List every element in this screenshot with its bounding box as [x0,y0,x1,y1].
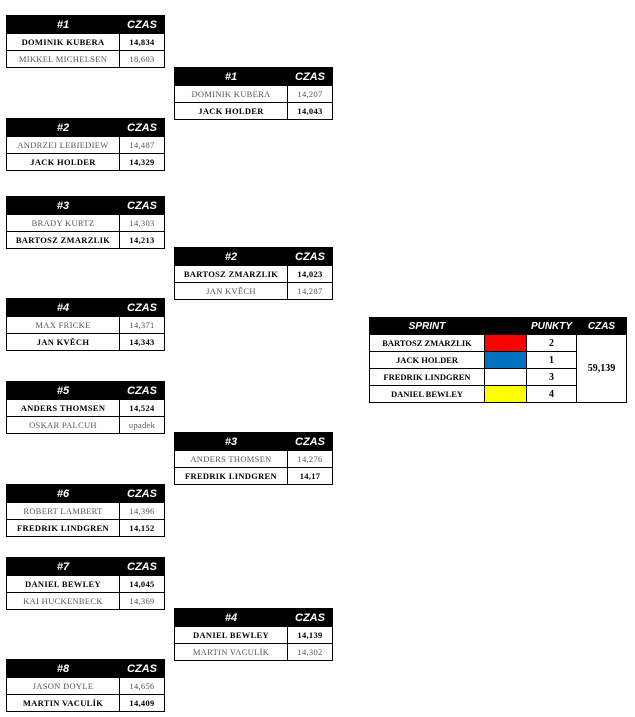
rider-time: 14,656 [120,678,165,695]
rider-name: FREDRIK LINDGREN [175,468,288,485]
rider-name: MARTIN VACULÍK [175,644,288,661]
sprint-rider-name: DANIEL BEWLEY [370,386,485,403]
heat-table-6 [6,484,165,537]
rider-name: JACK HOLDER [7,154,120,171]
helmet-color-swatch [485,386,527,403]
semi-table-3 [174,432,333,485]
heat-time-header: CZAS [120,558,165,576]
heat-time-header: CZAS [120,660,165,678]
sprint-time-header: CZAS [577,318,627,335]
rider-name: FREDRIK LINDGREN [7,520,120,537]
rider-time: 14,139 [288,627,333,644]
heat-time-header: CZAS [120,119,165,137]
sprint-points: 1 [527,352,577,369]
rider-time: 14,152 [120,520,165,537]
rider-time: 14,369 [120,593,165,610]
rider-time: 14,213 [120,232,165,249]
heat-time-header: CZAS [288,609,333,627]
sprint-points: 4 [527,386,577,403]
heat-table-8 [6,659,165,712]
heat-table-1 [6,15,165,68]
rider-name: JACK HOLDER [175,103,288,120]
rider-name: KAI HUCKENBECK [7,593,120,610]
semi-table-2 [174,247,333,300]
heat-time-header: CZAS [120,197,165,215]
heat-table-4 [6,298,165,351]
rider-time: 14,17 [288,468,333,485]
sprint-total-time: 59,139 [577,335,627,403]
rider-name: JAN KVĚCH [175,283,288,300]
heat-time-header: CZAS [288,433,333,451]
heat-table-3 [6,196,165,249]
sprint-rider-name: BARTOSZ ZMARZLIK [370,335,485,352]
rider-name: DANIEL BEWLEY [175,627,288,644]
heat-title: #1 [175,68,288,86]
rider-time: 14,276 [288,451,333,468]
rider-name: DOMINIK KUBERA [7,34,120,51]
heat-title: #2 [7,119,120,137]
rider-time: 14,287 [288,283,333,300]
sprint-rider-name: JACK HOLDER [370,352,485,369]
sprint-final-table [369,317,627,403]
heat-title: #4 [7,299,120,317]
heat-title: #8 [7,660,120,678]
heat-time-header: CZAS [288,68,333,86]
semi-table-1 [174,67,333,120]
rider-time: 14,207 [288,86,333,103]
sprint-points: 3 [527,369,577,386]
rider-name: DANIEL BEWLEY [7,576,120,593]
heat-title: #6 [7,485,120,503]
rider-time: 14,023 [288,266,333,283]
heat-time-header: CZAS [120,299,165,317]
heat-table-2 [6,118,165,171]
helmet-color-swatch [485,335,527,352]
rider-name: DOMINIK KUBERA [175,86,288,103]
helmet-color-swatch [485,369,527,386]
rider-name: BRADY KURTZ [7,215,120,232]
heat-title: #4 [175,609,288,627]
rider-time: upadek [120,417,165,434]
helmet-color-swatch [485,352,527,369]
rider-time: 14,371 [120,317,165,334]
sprint-color-header [485,318,527,335]
rider-name: BARTOSZ ZMARZLIK [7,232,120,249]
rider-time: 14,302 [288,644,333,661]
rider-time: 14,396 [120,503,165,520]
rider-name: ANDRZEJ LEBIEDIEW [7,137,120,154]
heat-time-header: CZAS [288,248,333,266]
heat-table-5 [6,381,165,434]
sprint-points-header: PUNKTY [527,318,577,335]
heat-time-header: CZAS [120,485,165,503]
rider-name: BARTOSZ ZMARZLIK [175,266,288,283]
sprint-title: SPRINT [370,318,485,335]
rider-time: 14,043 [288,103,333,120]
rider-name: ROBERT LAMBERT [7,503,120,520]
sprint-rider-name: FREDRIK LINDGREN [370,369,485,386]
rider-name: OSKAR PALCUH [7,417,120,434]
heat-title: #7 [7,558,120,576]
rider-time: 14,329 [120,154,165,171]
rider-time: 14,487 [120,137,165,154]
heat-table-7 [6,557,165,610]
rider-time: 14,524 [120,400,165,417]
heat-title: #2 [175,248,288,266]
heat-time-header: CZAS [120,382,165,400]
heat-title: #5 [7,382,120,400]
semi-table-4 [174,608,333,661]
rider-time: 14,303 [120,215,165,232]
rider-name: JAN KVĚCH [7,334,120,351]
rider-time: 14,834 [120,34,165,51]
rider-time: 14,343 [120,334,165,351]
rider-name: MIKKEL MICHELSEN [7,51,120,68]
heat-title: #1 [7,16,120,34]
sprint-points: 2 [527,335,577,352]
rider-time: 14,045 [120,576,165,593]
rider-time: 18,603 [120,51,165,68]
heat-time-header: CZAS [120,16,165,34]
heat-title: #3 [7,197,120,215]
rider-name: JASON DOYLE [7,678,120,695]
rider-name: ANDERS THOMSEN [175,451,288,468]
rider-name: ANDERS THOMSEN [7,400,120,417]
rider-name: MARTIN VACULÍK [7,695,120,712]
rider-time: 14,409 [120,695,165,712]
rider-name: MAX FRICKE [7,317,120,334]
heat-title: #3 [175,433,288,451]
